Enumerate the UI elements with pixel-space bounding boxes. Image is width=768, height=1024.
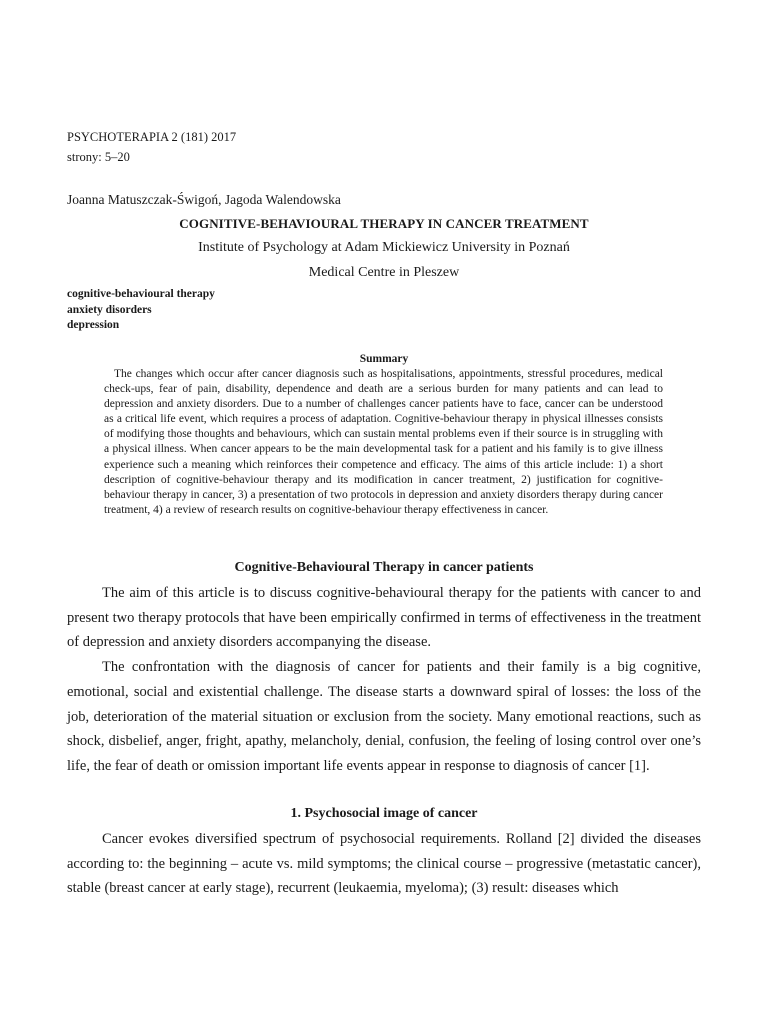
keyword: cognitive-behavioural therapy — [67, 288, 215, 300]
affiliation-primary: Institute of Psychology at Adam Mickiewicz University in Poznań — [198, 240, 570, 255]
summary-text: The changes which occur after cancer diagnosis such as hospitalisations, appointments, stressful procedures, medical check-ups, fear of pain, disability, dependence and death are a serious burden for many patients and can lead to depression and anxiety disorders. Due to a number of challenges cancer patients have to face, cancer can be understood as a critical life event, which requires a process of adaptation. Cognitive-behaviour therapy in physical illnesses consists of modifying those thoughts and behaviours, which can sustain mental problems even if their source is in struggling with a physical illness. When cancer appears to be the main developmental task for a patient and his family is to give illness experience such a meaning which reinforces their competence and efficacy. The aims of this article include: 1) a short description of cognitive-behaviour therapy and its modification in cancer treatment, 2) justification for cognitive-behaviour therapy in cancer, 3) a presentation of two protocols in depression and anxiety disorders therapy during cancer treatment, 4) a review of research results on cognitive-behaviour therapy effectiveness in cancer. — [104, 368, 663, 516]
journal-pages: strony: 5–20 — [67, 150, 130, 164]
section-heading: 1. Psychosocial image of cancer — [290, 806, 478, 821]
affiliation-secondary: Medical Centre in Pleszew — [308, 265, 460, 280]
journal-info — [67, 127, 236, 167]
summary-abstract — [104, 367, 663, 518]
section-body — [67, 581, 701, 779]
body-paragraph: The confrontation with the diagnosis of cancer for patients and their family is a big cognitive, emotional, social and existential challenge. The disease starts a downward spiral of losses: the loss of the job, deterioration of the material situation or exclusion from the society. Many emotional reactions, such as shock, disbelief, anger, fright, apathy, melancholy, denial, confusion, the feeling of losing control over one’s life, the fear of death or omission important life events appear in response to diagnosis of cancer [1]. — [67, 659, 701, 774]
keyword: anxiety disorders — [67, 303, 152, 316]
body-paragraph: Cancer evokes diversified spectrum of psychosocial requirements. Rolland [2] divided the diseases according to: the beginning – acute vs. mild symptoms; the clinical course – progressive (metastatic cancer), stable (breast cancer at early stage), recurrent (leukaemia, myeloma); (3) result: diseases which — [67, 831, 701, 897]
journal-citation: PSYCHOTERAPIA 2 (181) 2017 — [67, 130, 237, 144]
author-list: Joanna Matuszczak-Świgoń, Jagoda Walendowska — [67, 192, 341, 207]
article-title: COGNITIVE-BEHAVIOURAL THERAPY IN CANCER TREATMENT — [179, 216, 589, 231]
section-body — [67, 827, 701, 901]
keyword-list — [67, 287, 215, 334]
keyword: depression — [67, 319, 120, 331]
section-heading: Cognitive-Behavioural Therapy in cancer patients — [234, 560, 534, 575]
body-paragraph: The aim of this article is to discuss cognitive-behavioural therapy for the patients with cancer to and present two therapy protocols that have been empirically confirmed in terms of effectiveness in the treatment of depression and anxiety disorders accompanying the disease. — [67, 585, 701, 651]
summary-heading: Summary — [359, 353, 409, 365]
